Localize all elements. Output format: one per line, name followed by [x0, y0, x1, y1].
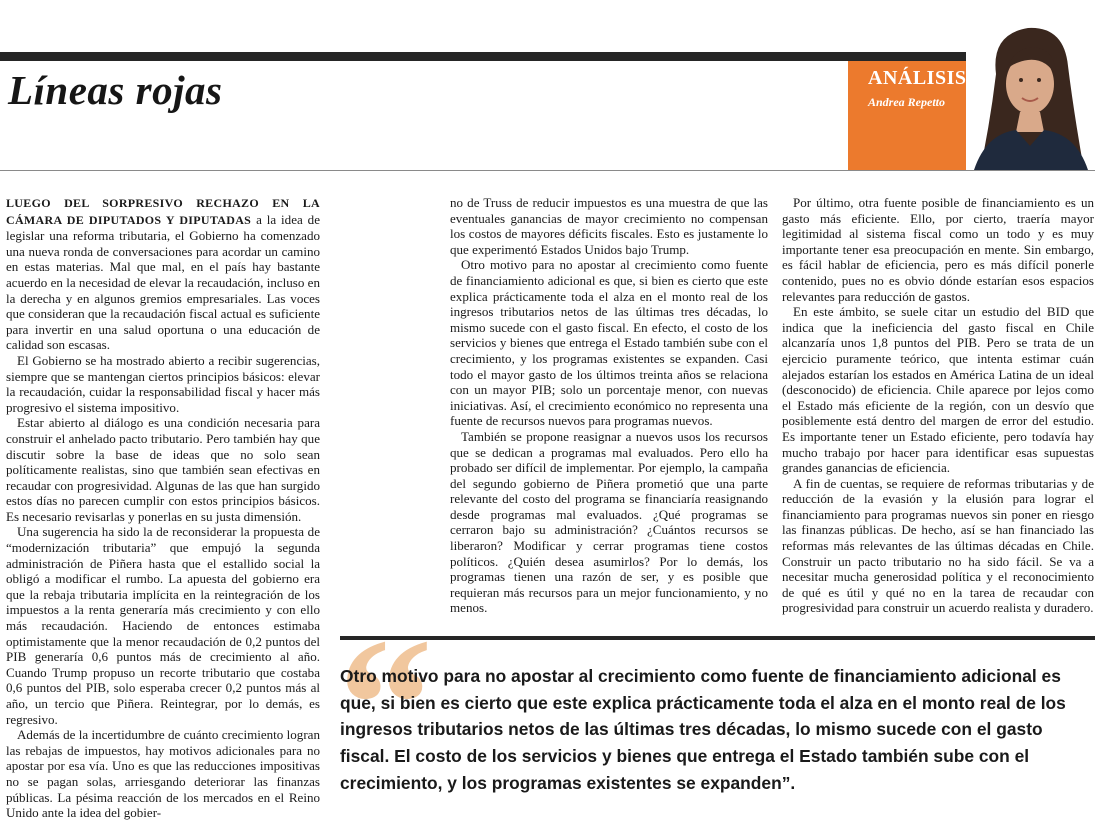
paragraph: En este ámbito, se suele citar un estudio del BID que indica que la ineficiencia del gasto fiscal en Chile alcanzaría unos 1,8 puntos del PIB. Pero se trata de un ejercicio puramente teórico, que intenta estimar cuán alejados estarían los estados en América Latina de un ideal (desconocido) de eficiencia. Chile aparece por lejos como el Estado más eficiente de la región, con un desvío que posiblemente está dentro del margen de error del estudio. Es importante tener un Estado eficiente, pero todavía hay mucho trabajo por hacer para identificar esas supuestas grandes ganancias de eficiencia.	[782, 304, 1094, 476]
paragraph: Por último, otra fuente posible de financiamiento es un gasto más eficiente. Ello, por cierto, traería mayor legitimidad al sistema fiscal como un todo y es muy importante tener esa preocupación en mente. Sin embargo, es fácil hablar de eficiencia, pero es más difícil ponerle contenido, pues no es obvio dónde estarían esos espacios relevantes para reducción de gastos.	[782, 195, 1094, 304]
author-photo	[966, 14, 1095, 170]
paragraph: Además de la incertidumbre de cuánto crecimiento logran las rebajas de impuestos, hay motivos adicionales para no apostar por esa vía. Uno es que las reducciones impositivas no se pagan solas, arriesgando deteriorar las finanzas públicas. La pésima reacción de los mercados en el Reino Unido ante la idea del gobier-	[6, 727, 320, 821]
section-label-box	[848, 61, 966, 170]
lead-in: LUEGO DEL SORPRESIVO RECHAZO EN LA CÁMARA DE DIPUTADOS Y DIPUTADAS	[6, 196, 320, 227]
paragraph-text: a la idea de legislar una reforma tributaria, el Gobierno ha comenzado una nueva ronda de conversaciones para acordar un camino en estas materias. Mal que mal, en el país hay bastante acuerdo en la necesidad de elevar la recaudación, incluso en la derecha y en algunos gremios empresariales. Las voces que consideran que la recaudación fiscal actual es suficiente para invertir en una salud oportuna o una educación de calidad son escasas.	[6, 211, 320, 353]
pull-quote-rule	[340, 636, 1095, 640]
pull-quote: Otro motivo para no apostar al crecimiento como fuente de financiamiento adicional es que, si bien es cierto que este explica prácticamente toda el alza en el monto real de los ingresos tributarios netos de las últimas tres décadas, lo mismo sucede con el gasto fiscal. El costo de los servicios y bienes que entrega el Estado también sube con el crecimiento, y los programas existentes se expanden”.	[340, 666, 1066, 793]
author-portrait-illustration	[966, 14, 1095, 170]
paragraph: A fin de cuentas, se requiere de reformas tributarias y de reducción de la evasión y la elusión para lograr el financiamiento para programas nuevos sin poner en riesgo las finanzas públicas. De hecho, así se han financiado las reformas más relevantes de las últimas décadas en Chile. Construir un pacto tributario no ha sido fácil. Se va a necesitar mucha generosidad política y el reconocimiento de qué es útil y qué no en la tarea de recaudar con progresividad para construir un acuerdo realista y duradero.	[782, 475, 1094, 616]
section-label: ANÁLISIS	[868, 67, 967, 89]
paragraph: También se propone reasignar a nuevos usos los recursos que se dedican a programas mal evaluados. Pero ello ha probado ser difícil de implementar. Por ejemplo, la campaña del segundo gobierno de Piñera prometió que una parte relevante del costo del programa se financiaría reasignando desde programas mal evaluados. ¿Qué programas se cerraron bajo su administración? ¿Cuántos recursos se liberaron? Modificar y cerrar programas tiene costos políticos. ¿Quién desea asumirlos? Por lo demás, los programas tienen una razón de ser, y es posible que requieran más recursos para un mejor funcionamiento, y no menos.	[450, 428, 768, 616]
article-column-1	[6, 195, 320, 821]
paragraph: no de Truss de reducir impuestos es una muestra de que las eventuales ganancias de mayor crecimiento no compensan los costos de mayores déficits fiscales. Esto es justamente lo que experimentó Estados Unidos bajo Trump.	[450, 195, 768, 257]
article-column-3	[782, 195, 1094, 616]
paragraph: Estar abierto al diálogo es una condición necesaria para construir el anhelado pacto tributario. Pero también hay que discutir sobre la base de ideas que no solo sean políticamente realistas, sino que también sean efectivas en recaudar con progresividad. Algunas de las que han surgido estos días no parecen cumplir con estos principios básicos. Es necesario revisarlas y ponerlas en su justa dimensión.	[6, 415, 320, 524]
article-column-2	[450, 195, 768, 616]
paragraph: Una sugerencia ha sido la de reconsiderar la propuesta de “modernización tributaria” que empujó la segunda administración de Piñera hasta que el estallido social la obligó a modificar el rumbo. La apuesta del gobierno era que la rebaja tributaria implícita en la reintegración de los impuestos a la renta generaría más crecimiento y con ello más recaudación. Haciendo de entonces estimaba optimistamente que la menor recaudación de 0,2 puntos del PIB generaría 0,6 puntos más de crecimiento al año. Cuando Trump propuso un recorte tributario que costaba 0,6 puntos del PIB, solo esperaba crecer 0,2 puntos más al año, un tercio que Piñera. Reintegrar, por lo demás, es regresivo.	[6, 524, 320, 727]
article-title: Líneas rojas	[8, 67, 223, 113]
author-name: Andrea Repetto	[868, 95, 945, 109]
paragraph: El Gobierno se ha mostrado abierto a recibir sugerencias, siempre que se mantengan ciertos principios básicos: elevar la recaudación, cuidar la responsabilidad fiscal y hacer más progresivo el sistema impositivo.	[6, 352, 320, 415]
quote-mark-icon: “	[338, 600, 433, 810]
header-divider	[0, 170, 1095, 171]
paragraph	[6, 195, 320, 353]
top-rule	[0, 52, 1095, 61]
paragraph: Otro motivo para no apostar al crecimiento como fuente de financiamiento adicional es que, si bien es cierto que este explica prácticamente toda el alza en el monto real de los ingresos tributarios netos de las últimas tres décadas, lo mismo sucede con el gasto fiscal. En efecto, el costo de los servicios y bienes que entrega el Estado también sube con el crecimiento, y los programas existentes se expanden. Casi todo el mayor gasto de los últimos treinta años se relaciona con un mayor PIB; solo un porcentaje menor, con nuevas iniciativas. Así, el crecimiento económico no representa una fuente de recursos nuevos para programas nuevos.	[450, 257, 768, 429]
